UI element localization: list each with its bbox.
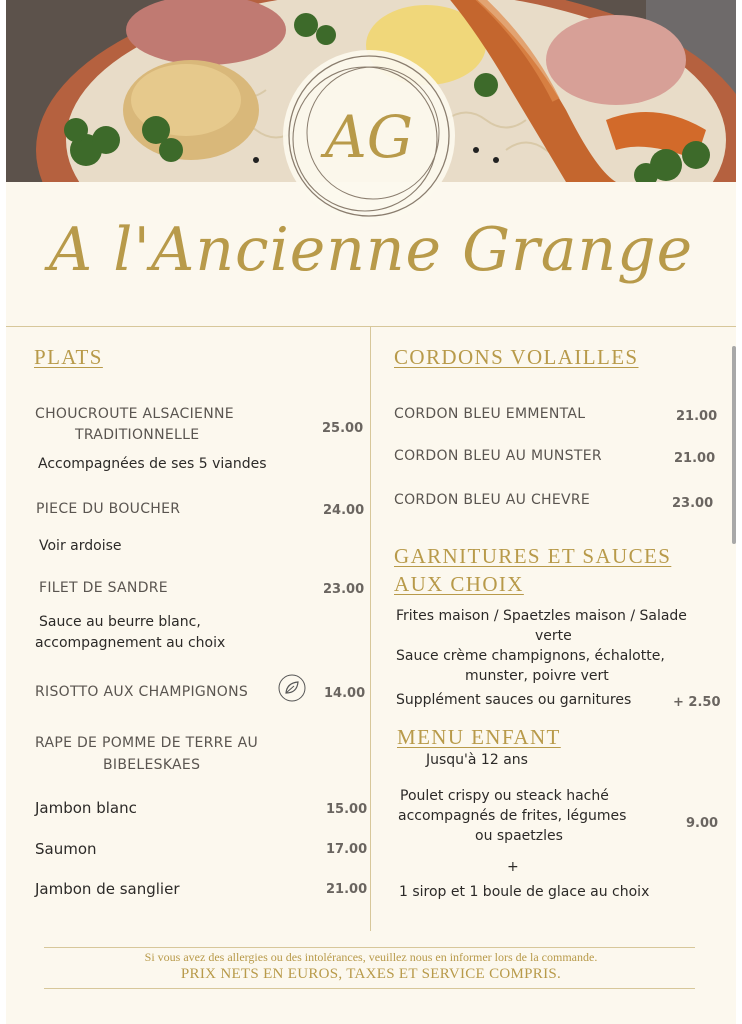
plat-name: CHOUCROUTE ALSACIENNE: [35, 406, 234, 422]
plat-name: Saumon: [35, 840, 97, 858]
plat-name: RISOTTO AUX CHAMPIGNONS: [35, 684, 249, 700]
plat-description: Accompagnées de ses 5 viandes: [38, 456, 267, 472]
menu-enfant-age: Jusqu'à 12 ans: [426, 752, 528, 768]
cordon-price: 21.00: [676, 409, 718, 424]
plat-name: FILET DE SANDRE: [39, 580, 168, 596]
logo-monogram-text: AG: [324, 103, 414, 171]
supplement-price: + 2.50: [673, 695, 721, 710]
logo-monogram: [280, 47, 458, 225]
divider-top: [6, 326, 736, 327]
menu-enfant-text: Poulet crispy ou steack haché: [400, 788, 609, 804]
sauce-text: munster, poivre vert: [465, 668, 609, 684]
menu-enfant-text: ou spaetzles: [475, 828, 563, 844]
plat-price: 21.00: [326, 882, 368, 897]
cordon-name: CORDON BLEU AU CHEVRE: [394, 492, 591, 508]
section-title-garnitures-2: AUX CHOIX: [394, 572, 524, 596]
price-notice: PRIX NETS EN EUROS, TAXES ET SERVICE COMPRIS.: [180, 966, 562, 982]
scrollbar[interactable]: [732, 346, 736, 544]
menu-enfant-text: 1 sirop et 1 boule de glace au choix: [399, 884, 650, 900]
plat-name: Jambon blanc: [35, 799, 137, 817]
divider-footer-top: [44, 947, 695, 948]
section-title-cordons: CORDONS VOLAILLES: [394, 345, 639, 369]
plat-name: BIBELESKAES: [103, 757, 201, 773]
supplement-text: Supplément sauces ou garnitures: [396, 692, 632, 708]
section-title-menu-enfant: MENU ENFANT: [397, 725, 561, 749]
plat-price: 23.00: [323, 582, 365, 597]
garniture-text: verte: [535, 628, 572, 644]
garniture-text: Frites maison / Spaetzles maison / Salade: [396, 608, 687, 624]
divider-footer-bottom: [44, 988, 695, 989]
cordon-name: CORDON BLEU EMMENTAL: [394, 406, 586, 422]
divider-vertical: [370, 326, 371, 931]
cordon-price: 23.00: [672, 496, 714, 511]
section-title-garnitures: GARNITURES ET SAUCES: [394, 544, 672, 568]
plat-price: 15.00: [326, 802, 368, 817]
restaurant-name: A l'Ancienne Grange: [48, 215, 694, 285]
plat-name: RAPE DE POMME DE TERRE AU: [35, 735, 259, 751]
plat-name: TRADITIONNELLE: [75, 427, 200, 443]
plat-price: 24.00: [323, 503, 365, 518]
vegetarian-leaf-icon: [278, 674, 306, 702]
plat-name: PIECE DU BOUCHER: [36, 501, 181, 517]
menu-enfant-text: accompagnés de frites, légumes: [398, 808, 627, 824]
menu-enfant-price: 9.00: [686, 816, 719, 831]
plat-description: Voir ardoise: [39, 538, 122, 554]
allergy-notice: Si vous avez des allergies ou des intolérances, veuillez nous en informer lors de la commande.: [144, 950, 598, 964]
plat-price: 17.00: [326, 842, 368, 857]
cordon-price: 21.00: [674, 451, 716, 466]
plat-description: Sauce au beurre blanc,: [39, 614, 201, 630]
menu-page: [6, 0, 736, 1024]
plat-description: accompagnement au choix: [35, 635, 226, 651]
section-title-plats: PLATS: [34, 345, 103, 369]
plat-name: Jambon de sanglier: [35, 880, 180, 898]
menu-enfant-plus: +: [507, 859, 519, 875]
sauce-text: Sauce crème champignons, échalotte,: [396, 648, 665, 664]
plat-price: 14.00: [324, 686, 366, 701]
cordon-name: CORDON BLEU AU MUNSTER: [394, 448, 602, 464]
plat-price: 25.00: [322, 421, 364, 436]
